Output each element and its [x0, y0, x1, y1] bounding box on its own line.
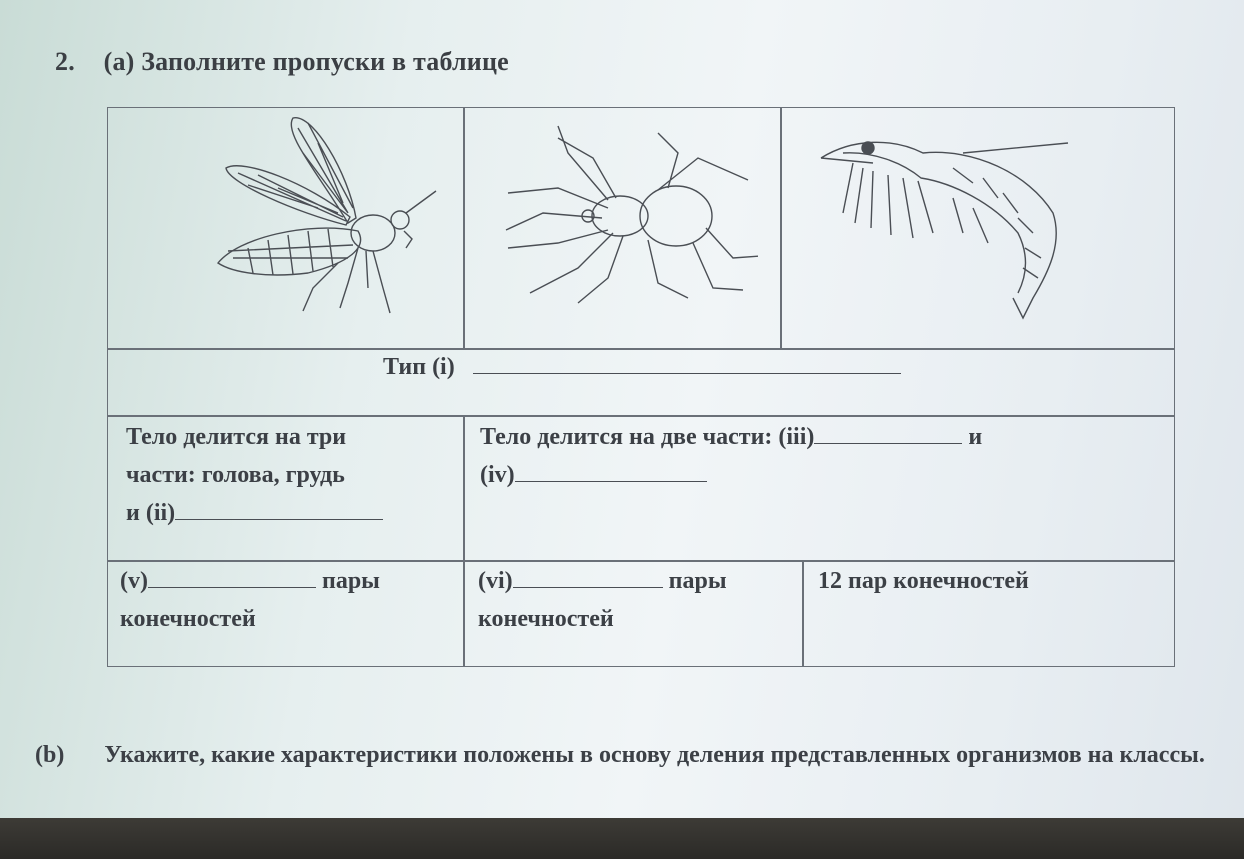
- spider-drawing: [498, 118, 758, 308]
- insect-body-cell: [126, 418, 456, 532]
- shrimp-drawing: [813, 123, 1073, 323]
- arachnid-limbs-end: пары: [668, 568, 727, 594]
- insect-drawing: [198, 113, 438, 323]
- blank-iii[interactable]: [814, 423, 962, 444]
- arachnid-limbs-cell: [478, 562, 798, 638]
- blank-v[interactable]: [148, 567, 316, 588]
- part-b-text: Укажите, какие характеристики положены в основу деления представленных организмов на классы.: [104, 742, 1205, 768]
- monitor-bezel: [0, 818, 1244, 859]
- type-label: Тип (i): [383, 354, 455, 380]
- insect-body-line2: части: голова, грудь: [126, 462, 345, 488]
- insect-limbs-cell: [120, 562, 450, 638]
- insect-body-line3: и (ii): [126, 500, 176, 526]
- table-divider: [780, 108, 782, 348]
- question-number: 2.: [55, 47, 75, 76]
- table-divider: [108, 415, 1174, 417]
- arachnid-limbs-start: (vi): [478, 568, 513, 594]
- crustacean-limbs-line1: 12 пар конечностей: [818, 568, 1029, 594]
- blank-i[interactable]: [473, 353, 901, 374]
- other-body-line2: (iv): [480, 462, 515, 488]
- insect-body-line1: Тело делится на три: [126, 424, 347, 450]
- part-b-label: (b): [35, 742, 65, 768]
- other-body-line1: Тело делится на две части: (iii): [480, 424, 815, 450]
- insect-limbs-end: пары: [321, 568, 380, 594]
- question-part-a: (a) Заполните пропуски в таблице: [103, 47, 509, 76]
- classification-table: [107, 107, 1175, 667]
- blank-ii[interactable]: [175, 499, 383, 520]
- type-row: [383, 348, 901, 386]
- table-divider: [802, 560, 804, 666]
- blank-iv[interactable]: [515, 461, 707, 482]
- insect-limbs-start: (v): [120, 568, 148, 594]
- crustacean-limbs-cell: [818, 562, 1168, 600]
- other-body-cell: [480, 418, 1170, 494]
- table-divider: [463, 108, 465, 348]
- blank-vi[interactable]: [513, 567, 663, 588]
- other-body-line1-end: и: [968, 424, 983, 450]
- table-divider: [463, 415, 465, 666]
- part-b: [35, 736, 1215, 774]
- insect-limbs-line2: конечностей: [120, 606, 256, 632]
- arachnid-limbs-line2: конечностей: [478, 606, 614, 632]
- question-header: [55, 47, 509, 77]
